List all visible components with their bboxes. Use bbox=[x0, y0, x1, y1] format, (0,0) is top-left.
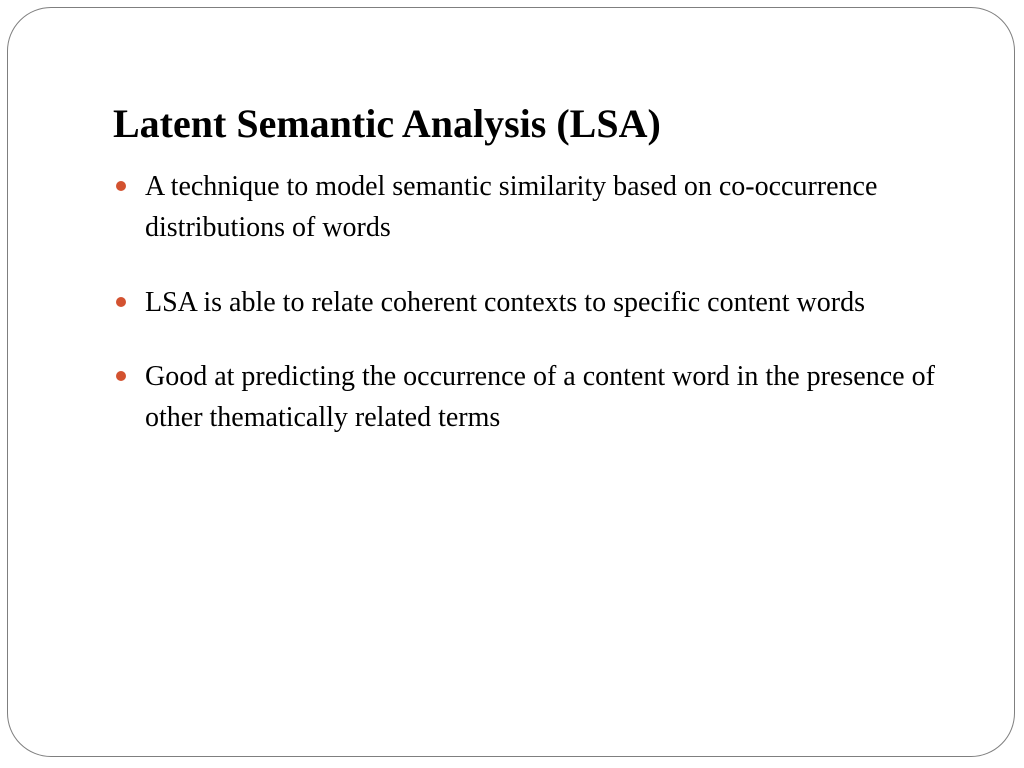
bullet-text: Good at predicting the occurrence of a content word in the presence of other thematically related terms bbox=[145, 361, 935, 433]
bullet-text: LSA is able to relate coherent contexts to specific content words bbox=[145, 287, 866, 318]
bullet-item bbox=[113, 356, 963, 438]
bullet-text: A technique to model semantic similarity based on co-occurrence distributions of words bbox=[145, 171, 878, 243]
slide-title: Latent Semantic Analysis (LSA) bbox=[113, 101, 661, 146]
bullet-dot-icon bbox=[116, 297, 126, 307]
bullet-list bbox=[113, 166, 963, 472]
bullet-item bbox=[113, 282, 963, 323]
bullet-dot-icon bbox=[116, 181, 126, 191]
bullet-item bbox=[113, 166, 963, 248]
bullet-dot-icon bbox=[116, 371, 126, 381]
